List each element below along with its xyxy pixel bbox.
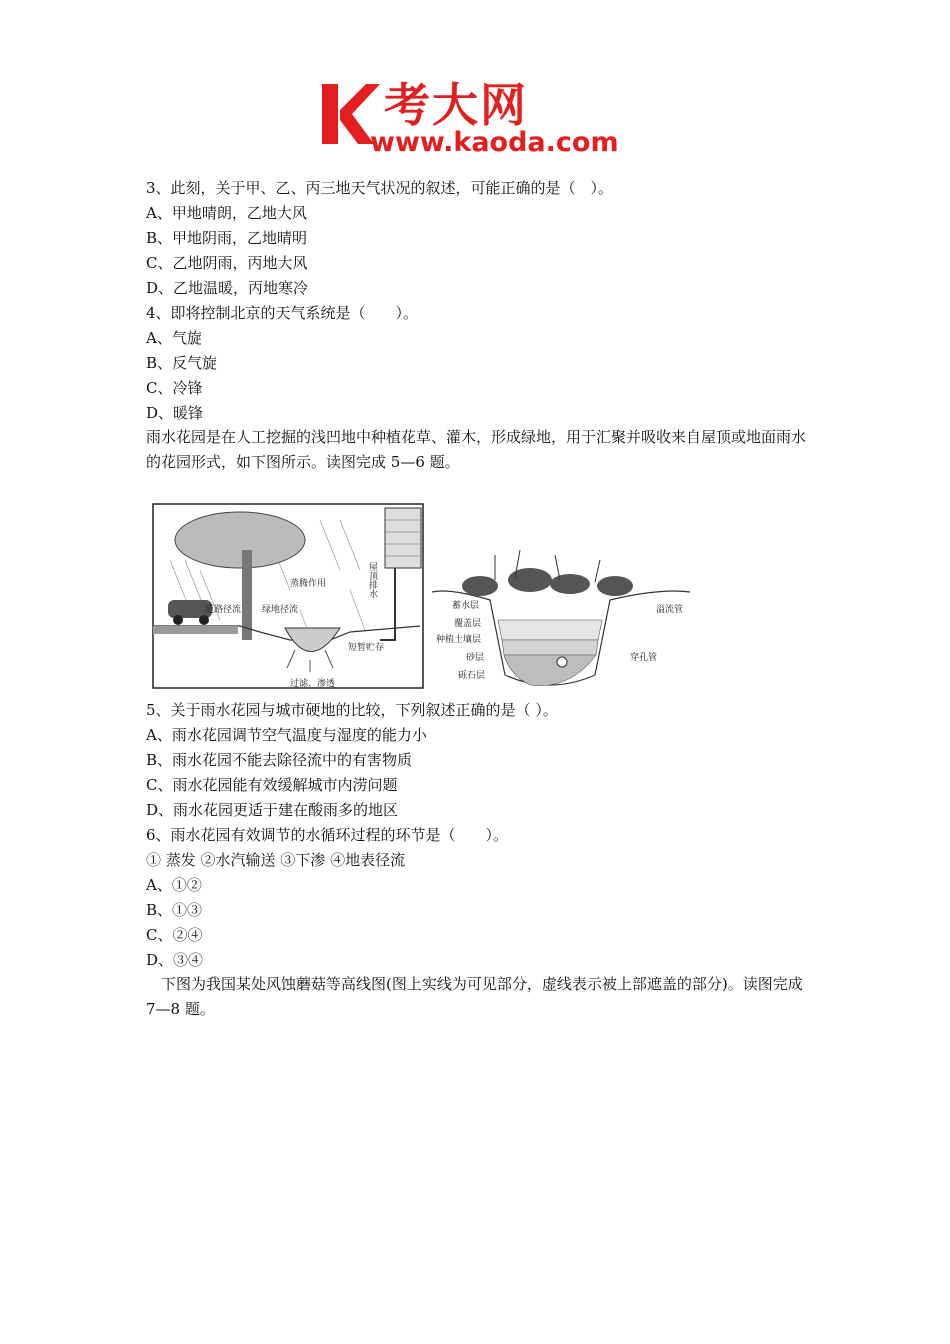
label-sand: 砂层: [466, 653, 485, 663]
label-perforated: 穿孔管: [630, 653, 658, 663]
question-4-option-d: D、暖锋: [146, 404, 204, 422]
building: [385, 508, 421, 568]
question-5-option-c: C、雨水花园能有效缓解城市内涝问题: [146, 776, 398, 794]
question-3-stem: 3、此刻，关于甲、乙、丙三地天气状况的叙述，可能正确的是（ ）。: [146, 179, 614, 197]
label-road: 道路径流: [205, 605, 242, 615]
question-6-option-c: C、②④: [146, 926, 203, 944]
question-5-option-b: B、雨水花园不能去除径流中的有害物质: [146, 751, 413, 769]
question-4-option-c: C、冷锋: [146, 379, 203, 397]
logo-url-text: www.kaoda.com: [370, 127, 619, 158]
question-6-option-a: A、①②: [146, 876, 202, 894]
question-4-option-a: A、气旋: [146, 329, 202, 347]
label-storage: 短暂贮存: [348, 643, 385, 653]
tree-canopy: [175, 512, 305, 568]
question-6-option-b: B、①③: [146, 901, 203, 919]
label-storage-layer: 蓄水层: [452, 601, 480, 611]
label-overflow: 溢流管: [656, 605, 684, 615]
question-5-option-a: A、雨水花园调节空气温度与湿度的能力小: [146, 726, 427, 744]
question-3-option-d: D、乙地温暖，丙地寒冷: [146, 279, 309, 297]
question-3-option-a: A、甲地晴朗，乙地大风: [146, 204, 307, 222]
label-filter: 过滤、渗透: [290, 679, 336, 689]
question-6-option-d: D、③④: [146, 951, 204, 969]
question-4-stem: 4、即将控制北京的天气系统是（ ）。: [146, 304, 419, 322]
site-logo: [318, 80, 638, 158]
garden-basin: [285, 628, 340, 652]
rain-garden-figure: [150, 500, 695, 690]
label-cover: 覆盖层: [454, 619, 482, 629]
intro-5-6: 雨水花园是在人工挖掘的浅凹地中种植花草、灌木，形成绿地，用于汇聚并吸收来自屋顶或地面雨水的花园形式，如下图所示。读图完成 5—6 题。: [146, 428, 807, 471]
question-3-option-c: C、乙地阴雨，丙地大风: [146, 254, 308, 272]
label-gravel: 砾石层: [458, 671, 486, 681]
question-6-stem: 6、雨水花园有效调节的水循环过程的环节是（ ）。: [146, 826, 509, 844]
question-5-stem: 5、关于雨水花园与城市硬地的比较，下列叙述正确的是（ ）。: [146, 701, 558, 719]
logo-brand-text: 考大网: [384, 78, 528, 132]
question-6-items: ① 蒸发 ②水汽输送 ③下渗 ④地表径流: [146, 851, 406, 869]
intro-7-8: 下图为我国某处风蚀蘑菇等高线图(图上实线为可见部分，虚线表示被上部遮盖的部分)。读图完成 7—8 题。: [146, 975, 803, 1018]
question-3-option-b: B、甲地阴雨，乙地晴明: [146, 229, 308, 247]
question-4-option-b: B、反气旋: [146, 354, 218, 372]
label-green: 绿地径流: [262, 605, 299, 615]
right-panel: [432, 550, 690, 686]
question-5-option-d: D、雨水花园更适于建在酸雨多的地区: [146, 801, 399, 819]
label-evap: 蒸腾作用: [290, 579, 327, 589]
road: [153, 626, 238, 634]
label-soil: 种植土壤层: [436, 635, 482, 645]
label-roof: 屋顶排水: [367, 562, 377, 598]
